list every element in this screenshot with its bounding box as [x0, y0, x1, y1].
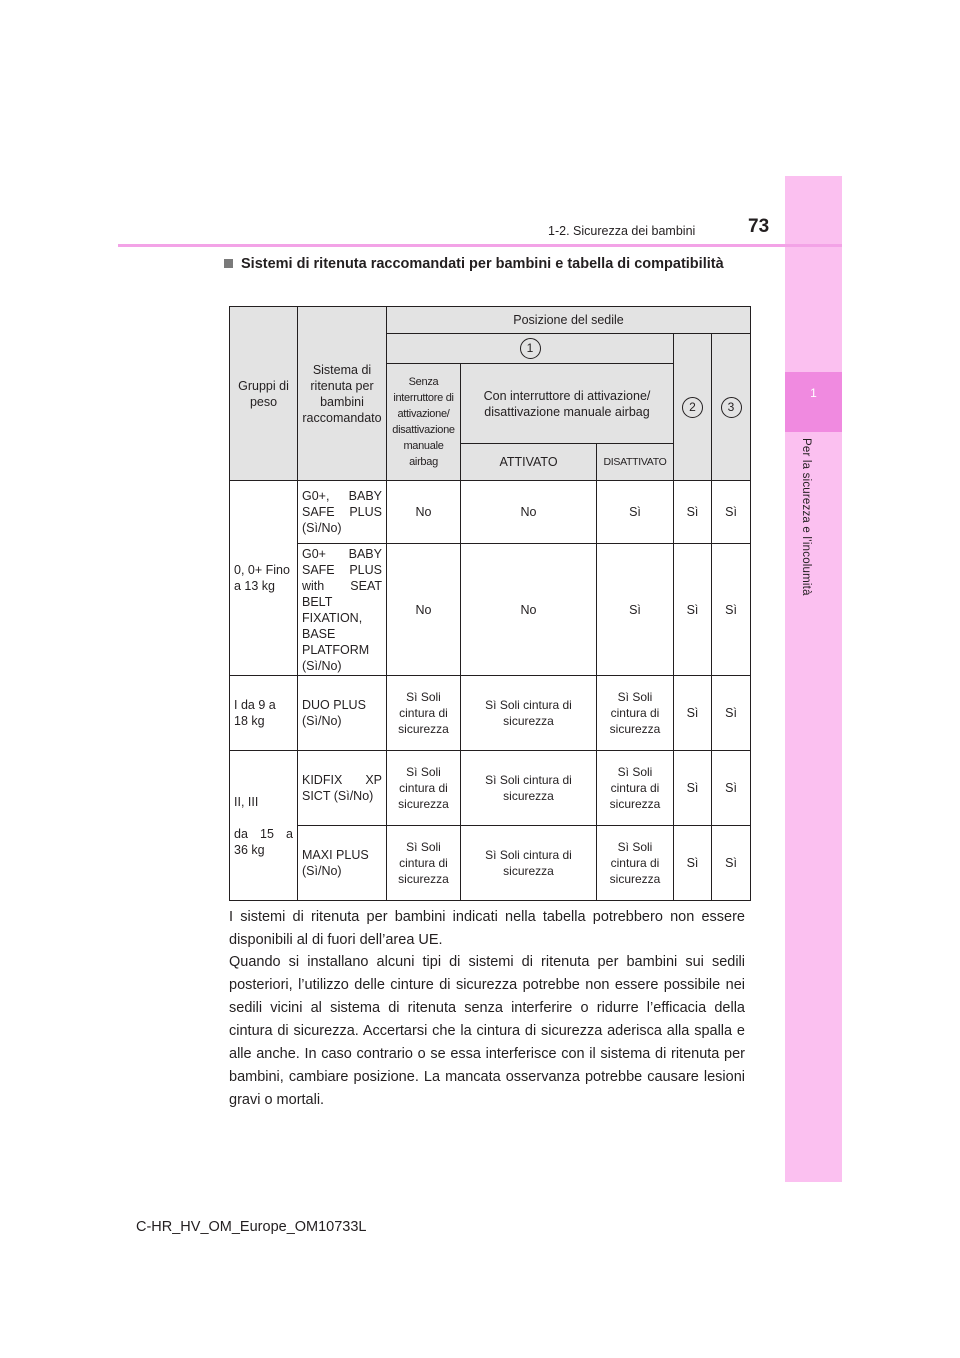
weight-group-label: II, III	[234, 794, 259, 809]
value-cell: Sì Soli cintura di sicurezza	[461, 826, 597, 901]
value-cell: Sì	[712, 481, 751, 544]
header-seat-position: Posizione del sedile	[387, 307, 751, 334]
value-cell: No	[461, 481, 597, 544]
value-cell: Sì	[597, 544, 674, 676]
header-without-switch: Senza interruttore di attivazione/ disattivazione manuale airbag	[387, 364, 461, 481]
paragraph-availability: I sistemi di ritenuta per bambini indicati nella tabella potrebbero non essere disponibili al di fuori dell’area UE.	[229, 909, 745, 948]
running-head: 1-2. Sicurezza dei bambini	[548, 224, 696, 238]
value-cell: No	[387, 544, 461, 676]
header-position-1	[387, 334, 674, 364]
value-cell: No	[461, 544, 597, 676]
value-cell: Sì Soli cintura di sicurezza	[597, 826, 674, 901]
header-rule	[118, 244, 842, 247]
table-row	[230, 826, 751, 901]
chapter-number: 1	[810, 386, 817, 400]
header-position-2	[674, 334, 712, 481]
table-row	[230, 544, 751, 676]
compatibility-table	[229, 306, 751, 901]
value-cell: Sì	[712, 826, 751, 901]
footer-document-code: C-HR_HV_OM_Europe_OM10733L	[136, 1219, 367, 1235]
weight-group-range: da 15 a 36 kg	[234, 826, 293, 857]
system-cell: KIDFIX XP SICT (Sì/No)	[298, 751, 387, 826]
header-airbag-on: ATTIVATO	[461, 444, 597, 481]
value-cell: Sì Soli cintura di sicurezza	[461, 676, 597, 751]
header-restraint-system: Sistema di ritenuta per bambini raccomandato	[298, 307, 387, 481]
value-cell: Sì Soli cintura di sicurezza	[597, 676, 674, 751]
value-cell: No	[387, 481, 461, 544]
position-1-icon: 1	[520, 338, 541, 359]
value-cell: Sì	[597, 481, 674, 544]
section-title: Sistemi di ritenuta raccomandati per bambini e tabella di compatibilità	[241, 256, 724, 272]
value-cell: Sì Soli cintura di sicurezza	[387, 676, 461, 751]
position-2-icon: 2	[682, 397, 703, 418]
table-row	[230, 481, 751, 544]
header-weight-group: Gruppi di peso	[230, 307, 298, 481]
system-cell: G0+, BABY SAFE PLUS (Sì/No)	[298, 481, 387, 544]
value-cell: Sì	[712, 544, 751, 676]
header-position-3	[712, 334, 751, 481]
header-airbag-off: DISATTIVATO	[597, 444, 674, 481]
chapter-title: Per la sicurezza e l’incolumità	[800, 438, 812, 596]
system-cell: DUO PLUS (Sì/No)	[298, 676, 387, 751]
table-row	[230, 751, 751, 826]
system-cell: G0+ BABY SAFE PLUS with SEAT BELT FIXATION, BASE PLATFORM (Sì/No)	[298, 544, 387, 676]
value-cell: Sì Soli cintura di sicurezza	[387, 751, 461, 826]
value-cell: Sì Soli cintura di sicurezza	[387, 826, 461, 901]
value-cell: Sì	[674, 544, 712, 676]
value-cell: Sì	[674, 676, 712, 751]
value-cell: Sì Soli cintura di sicurezza	[597, 751, 674, 826]
value-cell: Sì	[674, 751, 712, 826]
weight-group-cell: I da 9 a 18 kg	[230, 676, 298, 751]
system-cell: MAXI PLUS (Sì/No)	[298, 826, 387, 901]
value-cell: Sì	[712, 676, 751, 751]
chapter-active-marker	[785, 372, 842, 432]
value-cell: Sì	[674, 826, 712, 901]
value-cell: Sì	[712, 751, 751, 826]
header-with-switch: Con interruttore di attivazione/ disattivazione manuale airbag	[461, 364, 674, 444]
value-cell: Sì Soli cintura di sicurezza	[461, 751, 597, 826]
value-cell: Sì	[674, 481, 712, 544]
paragraph-installation-warning: Quando si installano alcuni tipi di sistemi di ritenuta per bambini sui sedili posteriori, l’utilizzo delle cinture di sicurezza potrebbe non essere possibile nei sedili vicini al sistema di ritenuta senza interferire o ridurre l’efficacia della cintura di sicurezza. Accertarsi che la cintura di sicurezza aderisca alla spalla e alle anche. In caso contrario o se essa interferisce con il sistema di ritenuta per bambini, cambiare posizione. La mancata osservanza potrebbe causare lesioni gravi o mortali.	[229, 954, 745, 1108]
weight-group-cell	[230, 751, 298, 901]
table-row	[230, 676, 751, 751]
weight-group-cell: 0, 0+ Fino a 13 kg	[230, 481, 298, 676]
page-number: 73	[748, 216, 770, 237]
section-bullet-icon	[224, 259, 233, 268]
position-3-icon: 3	[721, 397, 742, 418]
